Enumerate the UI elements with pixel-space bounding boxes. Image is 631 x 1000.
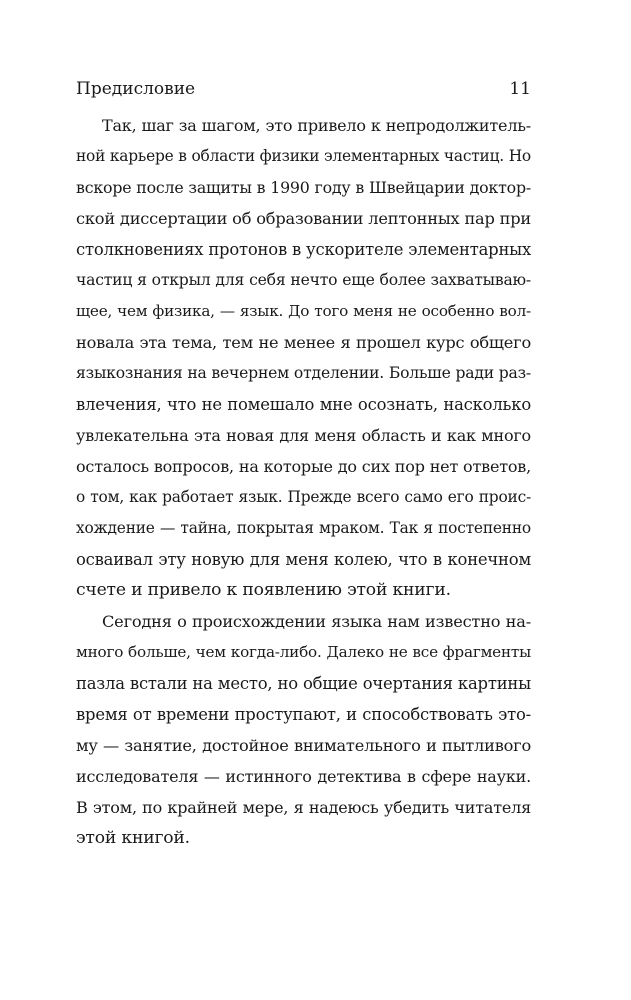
text-line: языкознания на вечернем отделении. Больше ради раз-: [76, 364, 531, 382]
text-line: му — занятие, достойное внимательного и пытливого: [76, 736, 531, 755]
page-number: 11: [509, 79, 531, 99]
text-line: В этом, по крайней мере, я надеюсь убедить читателя: [76, 798, 531, 817]
text-line: Сегодня о происхождении языка нам известно на-: [102, 612, 531, 631]
text-line: ской диссертации об образовании лептонных пар при: [76, 209, 531, 228]
text-line: исследователя — истинного детектива в сфере науки.: [76, 767, 531, 786]
text-line: пазла встали на место, но общие очертания картины: [76, 674, 531, 693]
text-line: новала эта тема, тем не менее я прошел курс общего: [76, 333, 531, 352]
text-line: много больше, чем когда-либо. Далеко не все фрагменты: [76, 643, 531, 661]
text-line: влечения, что не помешало мне осознать, насколько: [76, 395, 531, 414]
text-line: щее, чем физика, — язык. До того меня не особенно вол-: [76, 302, 531, 320]
text-line: вскоре после защиты в 1990 году в Швейцарии доктор-: [76, 178, 531, 197]
running-head: [76, 74, 531, 104]
text-line: Так, шаг за шагом, это привело к непродолжитель-: [102, 116, 531, 135]
text-line: счете и привело к появлению этой книги.: [76, 580, 451, 600]
text-line: осталось вопросов, на которые до сих пор нет ответов,: [76, 457, 531, 476]
text-line: увлекательна эта новая для меня область и как много: [76, 426, 531, 445]
body-text: [76, 110, 531, 854]
text-line: о том, как работает язык. Прежде всего само его проис-: [76, 488, 531, 506]
text-line: ной карьере в области физики элементарных частиц. Но: [76, 147, 531, 165]
text-line: этой книгой.: [76, 828, 190, 848]
section-title: Предисловие: [76, 79, 196, 99]
text-line: время от времени проступают, и способствовать это-: [76, 705, 531, 724]
text-line: частиц я открыл для себя нечто еще более захватываю-: [76, 271, 531, 289]
text-line: столкновениях протонов в ускорителе элементарных: [76, 240, 532, 259]
text-line: хождение — тайна, покрытая мраком. Так я постепенно: [76, 519, 531, 537]
paragraph: [76, 110, 531, 606]
text-line: осваивал эту новую для меня колею, что в конечном: [76, 550, 531, 569]
paragraph: [76, 606, 531, 854]
